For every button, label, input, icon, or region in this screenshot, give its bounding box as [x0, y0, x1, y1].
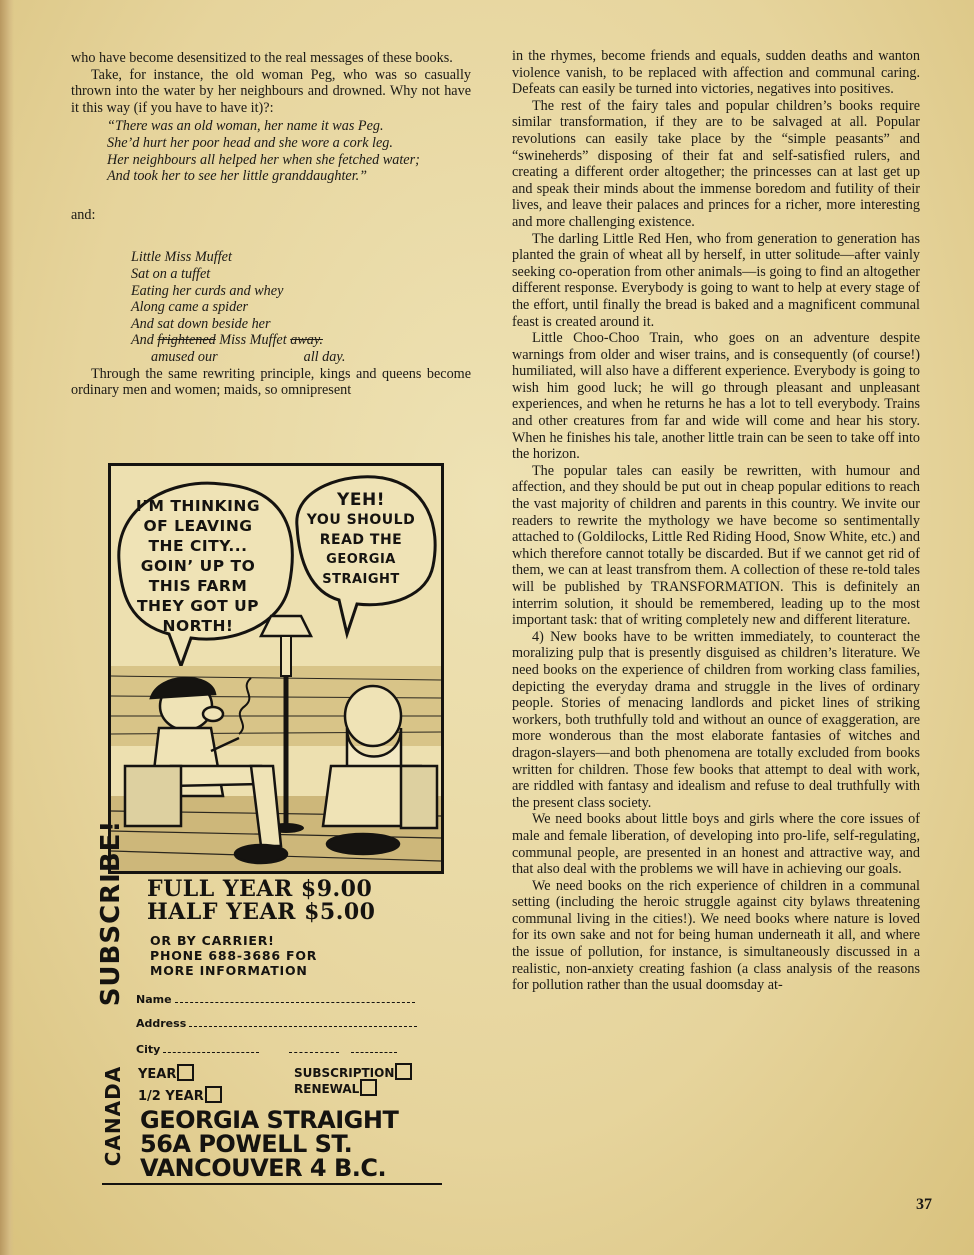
speech-line: THEY GOT UP	[136, 597, 260, 615]
paragraph: We need books about little boys and girls where the core issues of male and female liberation, of developing into pro-life, self-regulating, communal people, are presented in an honest and attractive way, and that also deal with the problems we will have in achieving our goals.	[512, 811, 920, 878]
paragraph: Through the same rewriting principle, kings and queens become ordinary men and women; maids, so omnipresent	[71, 365, 471, 399]
paragraph: in the rhymes, become friends and equals, sudden deaths and wanton violence vanish, to be replaced with affection and communal caring. Defeats can easily be turned into victories, negatives into positives.	[512, 48, 920, 98]
page-number: 37	[916, 1196, 932, 1213]
half-year-option[interactable]	[138, 1086, 222, 1104]
full-year-price: FULL YEAR $9.00	[147, 876, 373, 902]
verse-line: Sat on a tuffet	[131, 265, 211, 282]
year-option[interactable]	[138, 1064, 194, 1082]
paragraph: who have become desensitized to the real messages of these books.	[71, 50, 453, 66]
address-line-3: VANCOUVER 4 B.C.	[140, 1154, 387, 1182]
carrier-line: PHONE 688-3686 FOR	[150, 948, 318, 963]
speech-line: READ THE	[319, 532, 403, 548]
address-line-2: 56A POWELL ST.	[140, 1130, 353, 1158]
speech-line: YEH!	[337, 490, 385, 510]
speech-left-text	[123, 496, 273, 636]
speech-line: I’M THINKING	[135, 497, 261, 515]
right-column	[512, 48, 920, 994]
comic-panel	[108, 463, 444, 874]
verse-line: “There was an old woman, her name it was Peg.	[107, 118, 384, 135]
binding-edge	[0, 0, 14, 1255]
verse-line: Little Miss Muffet	[131, 249, 232, 266]
subscribe-heading	[96, 819, 126, 1007]
city-field[interactable]	[136, 1043, 397, 1056]
verse-line: Her neighbours all helped her when she fetched water;	[107, 151, 420, 168]
speech-right-text	[301, 490, 421, 590]
verse-line: And sat down beside her	[131, 315, 271, 332]
verse-line-edited	[131, 332, 471, 349]
ad-bottom-rule	[102, 1183, 442, 1185]
speech-line: GEORGIA	[326, 552, 396, 567]
verse-line: Along came a spider	[131, 299, 249, 316]
carrier-line: OR BY CARRIER!	[150, 933, 275, 948]
half-year-label: 1/2 YEAR	[138, 1089, 204, 1104]
struck-word: away.	[290, 332, 323, 349]
renewal-checkbox[interactable]	[360, 1079, 377, 1096]
address-field[interactable]	[136, 1017, 417, 1030]
paragraph: Take, for instance, the old woman Peg, who was so casually thrown into the water by her neighbours and drowned. Why not have it this way (if you have to have it)?:	[71, 66, 471, 116]
left-column	[71, 50, 471, 399]
address-label: Address	[136, 1017, 187, 1030]
verse-fragment: And	[131, 332, 158, 349]
muffet-verse	[131, 249, 471, 365]
postal-line[interactable]	[351, 1044, 397, 1053]
subscription-option[interactable]	[294, 1063, 412, 1080]
paragraph: The darling Little Red Hen, who from generation to generation has planted the grain of wheat all by herself, in utter solitude—after vainly seeking co-operation from other animals—is going to find an altogether different response. Everybody is going to want to help at every stage of the effort, until finally the bread is baked and a magnificent communal feast is created around it.	[512, 230, 920, 330]
speech-line: STRAIGHT	[322, 572, 400, 587]
speech-line: THE CITY...	[148, 537, 248, 555]
subscription-checkbox[interactable]	[395, 1063, 412, 1080]
speech-line: YOU SHOULD	[306, 512, 416, 528]
paragraph: 4) New books have to be written immediately, to counteract the moralizing pulp that is presently disguised as children’s literature. We need books on the experience of children from working class families, depicting the everyday drama and struggle in the lives of ordinary people. Stories of menacing landlords and picket lines of striking workers, both truthfully told and without an ounce of exaggeration, are more wonderous than the most elaborate fantasies of witches and dragon-slayers—and both phenomena are totally excluded from books written for children. Those few books that attempt to deal with work, are riddled with fantasy and idealism and refuse to deal truthfully with the present class society.	[512, 628, 920, 811]
paragraph: Little Choo-Choo Train, who goes on an adventure despite warnings from older and wiser trains, and is consequently (of course!) humiliated, will also have a different experience. Everybody is going to wish him good luck; he will go through pleasant and unpleasant experiences, and when he returns he has a lot to tell everybody. Trains and other creatures from far and wide will come and hear his story. When he finishes his tale, another little train can be seen to take off into the horizon.	[512, 330, 920, 463]
canada-heading	[98, 1061, 128, 1171]
address-line[interactable]	[189, 1018, 417, 1027]
carrier-line: MORE INFORMATION	[150, 963, 308, 978]
subscription-ad	[96, 463, 445, 1191]
speech-line: THIS FARM	[148, 577, 248, 595]
subscribe-text: SUBSCRIBE!	[96, 819, 126, 1007]
and-label: and:	[71, 206, 96, 223]
city-label: City	[136, 1043, 161, 1056]
verse-line: Eating her curds and whey	[131, 282, 284, 299]
renewal-option[interactable]	[294, 1079, 377, 1096]
verse-line: She’d hurt her poor head and she wore a cork leg.	[107, 134, 393, 151]
speech-line: OF LEAVING	[143, 517, 253, 535]
year-checkbox[interactable]	[177, 1064, 194, 1081]
name-label: Name	[136, 993, 172, 1006]
year-label: YEAR	[138, 1067, 177, 1082]
peg-verse	[107, 118, 471, 184]
city-line[interactable]	[163, 1044, 259, 1053]
name-line[interactable]	[175, 994, 415, 1003]
struck-word: frightened	[157, 332, 216, 349]
speech-line: GOIN’ UP TO	[140, 557, 256, 575]
half-year-price: HALF YEAR $5.00	[147, 899, 376, 925]
province-line[interactable]	[289, 1044, 339, 1053]
correction-word: amused our	[151, 348, 218, 365]
correction-word: all day.	[303, 348, 346, 365]
subscription-label: SUBSCRIPTION	[294, 1066, 395, 1080]
verse-line: And took her to see her little granddaughter.”	[107, 168, 368, 185]
verse-fragment: Miss Muffet	[215, 332, 291, 349]
speech-line: NORTH!	[162, 617, 234, 635]
name-field[interactable]	[136, 993, 415, 1006]
canada-text: CANADA	[101, 1065, 125, 1167]
half-year-checkbox[interactable]	[205, 1086, 222, 1103]
paragraph: The popular tales can easily be rewritten, with humour and affection, and they should be put out in cheap popular editions to reach the vast majority of children and parents in this country. We invite our readers to rewrite the mythology we have become so sentimentally attached to (Goldilocks, Little Red Riding Hood, Snow White, etc.) and which therefore cannot totally be discarded. But if we cannot get rid of them, we can at least transfrom them. A collection of these re-told tales will be published by TRANSFORMATION. This is definitely an interrim solution, it should be remembered, leading up to the most important task: that of writing completely new and different literature.	[512, 462, 920, 629]
carrier-info	[150, 933, 317, 978]
address-line-1: GEORGIA STRAIGHT	[140, 1106, 399, 1134]
paragraph: We need books on the rich experience of children in a communal setting (including the heroic struggle against city bylaws threatening communal living in the cities!). We need books where nature is loved for its own sake and not for being human underneath it all, and where the issue of pollution, for instance, is simultaneously discussed in a realistic, non-anxiety creating fashion (a class analysis of the reasons for pollution rather than the usual doomsday at-	[512, 877, 920, 994]
correction-line	[151, 349, 471, 366]
renewal-label: RENEWAL	[294, 1082, 360, 1096]
paragraph: The rest of the fairy tales and popular children’s books require similar transformation, if they are to be salvaged at all. Popular revolutions can easily take place by the “simple peasants” and “swineherds” disposing of their fat and self-satisfied rulers, and creating a different order altogether; the princesses can at last get up and speak their minds about the immense boredom and futility of their lives, and leave their palaces and princes for a richer, more interesting and more challenging existence.	[512, 97, 920, 230]
